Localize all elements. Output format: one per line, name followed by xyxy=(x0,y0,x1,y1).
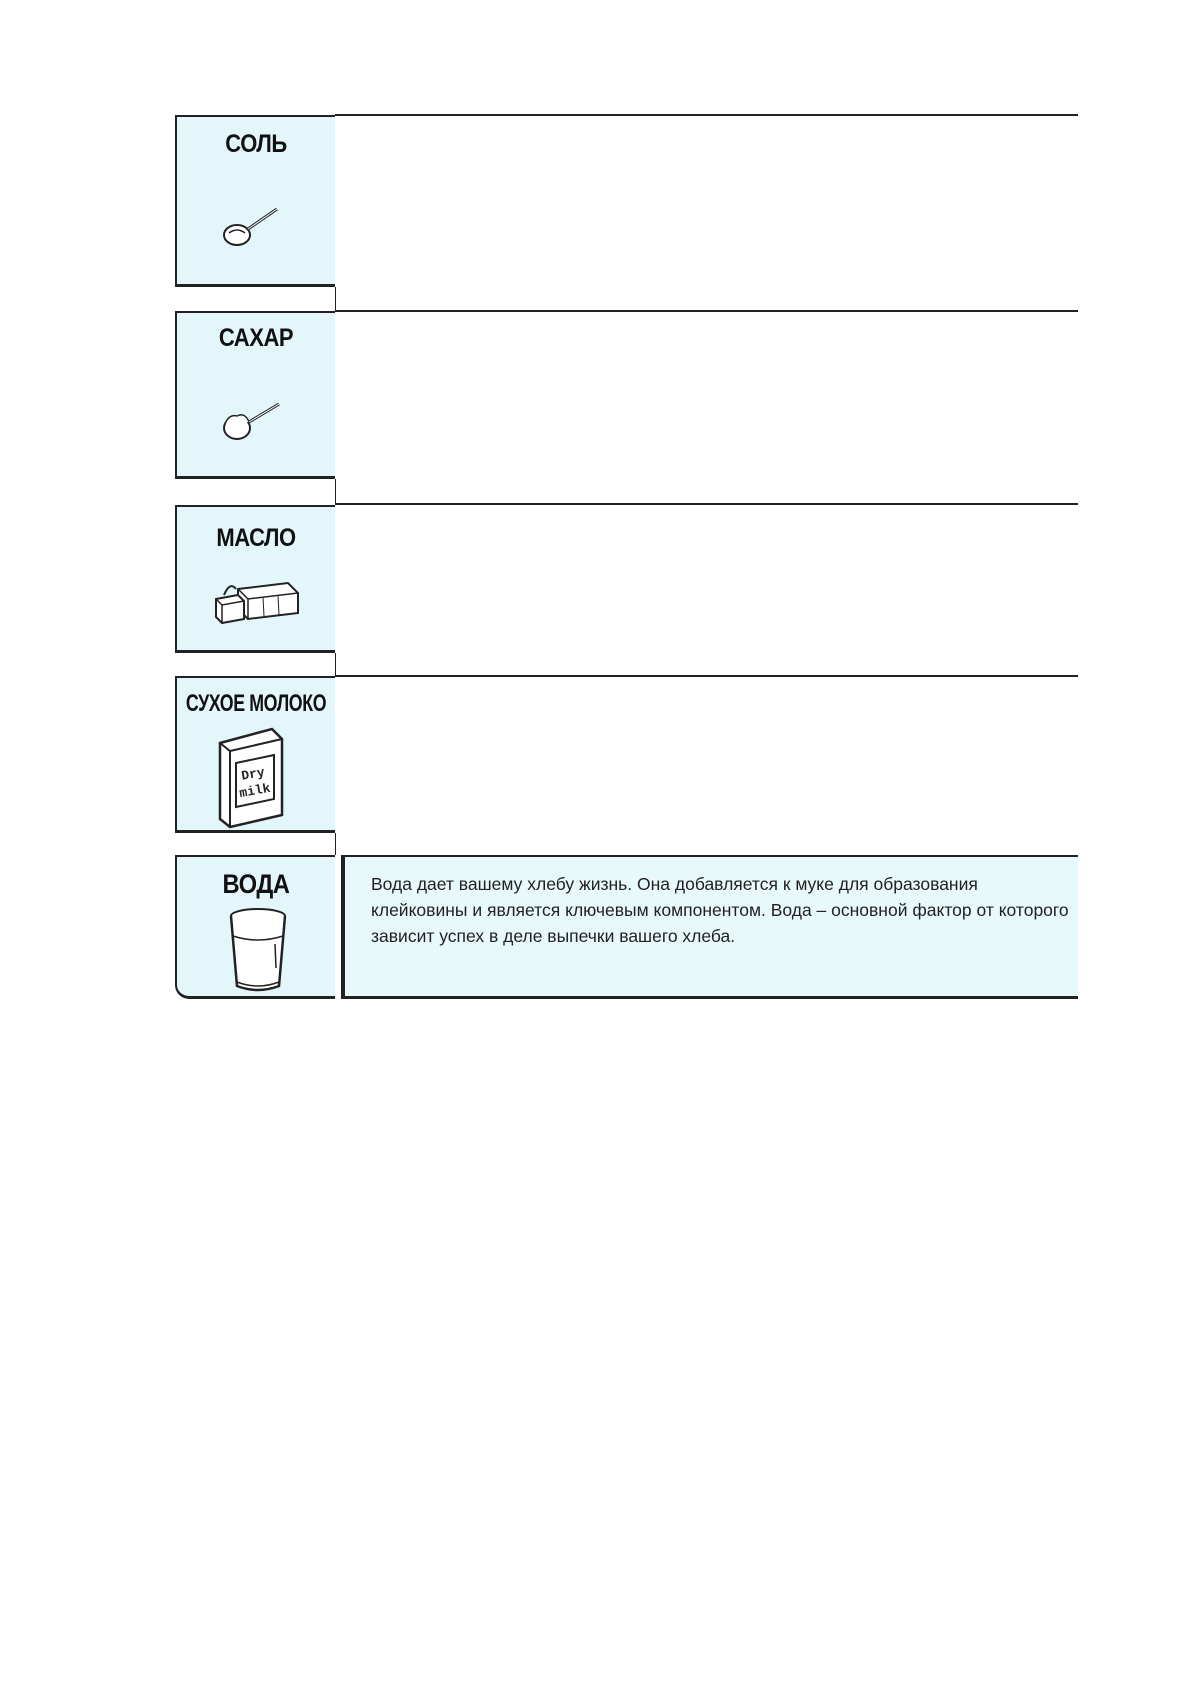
ingredient-tile-water xyxy=(175,855,335,999)
dry-milk-box-icon xyxy=(212,723,302,833)
ingredient-tile-butter xyxy=(175,505,335,653)
ingredient-label: МАСЛО xyxy=(216,524,296,552)
ingredient-tile-dry-milk xyxy=(175,676,335,833)
ingredient-label: САХАР xyxy=(218,324,294,352)
ingredient-tile-sugar xyxy=(175,311,335,479)
column-divider xyxy=(335,287,336,311)
box-label-line2: milk xyxy=(238,780,272,802)
column-divider xyxy=(335,653,336,675)
water-glass-icon xyxy=(223,906,293,996)
sugar-spoon-icon xyxy=(215,390,295,450)
row-divider xyxy=(335,503,1078,505)
ingredient-label: СОЛЬ xyxy=(225,130,287,158)
ingredient-tile-salt xyxy=(175,115,335,287)
column-divider xyxy=(335,479,336,504)
ingredient-label: ВОДА xyxy=(222,869,290,899)
row-divider xyxy=(335,675,1078,677)
butter-icon xyxy=(208,569,308,635)
ingredient-label: СУХОЕ МОЛОКО xyxy=(185,690,327,717)
description-text: Вода дает вашему хлебу жизнь. Она добавляется к муке для образования клейковины и является ключевым компонентом. Вода – основной фактор от которого зависит успех в деле выпечки вашего хлеба. xyxy=(371,874,1069,946)
row-divider xyxy=(335,114,1078,116)
row-divider xyxy=(335,310,1078,312)
salt-spoon-icon xyxy=(215,195,295,255)
box-label-line1: Dry xyxy=(240,764,266,784)
ingredient-description-water xyxy=(341,855,1078,999)
column-divider xyxy=(335,833,336,855)
